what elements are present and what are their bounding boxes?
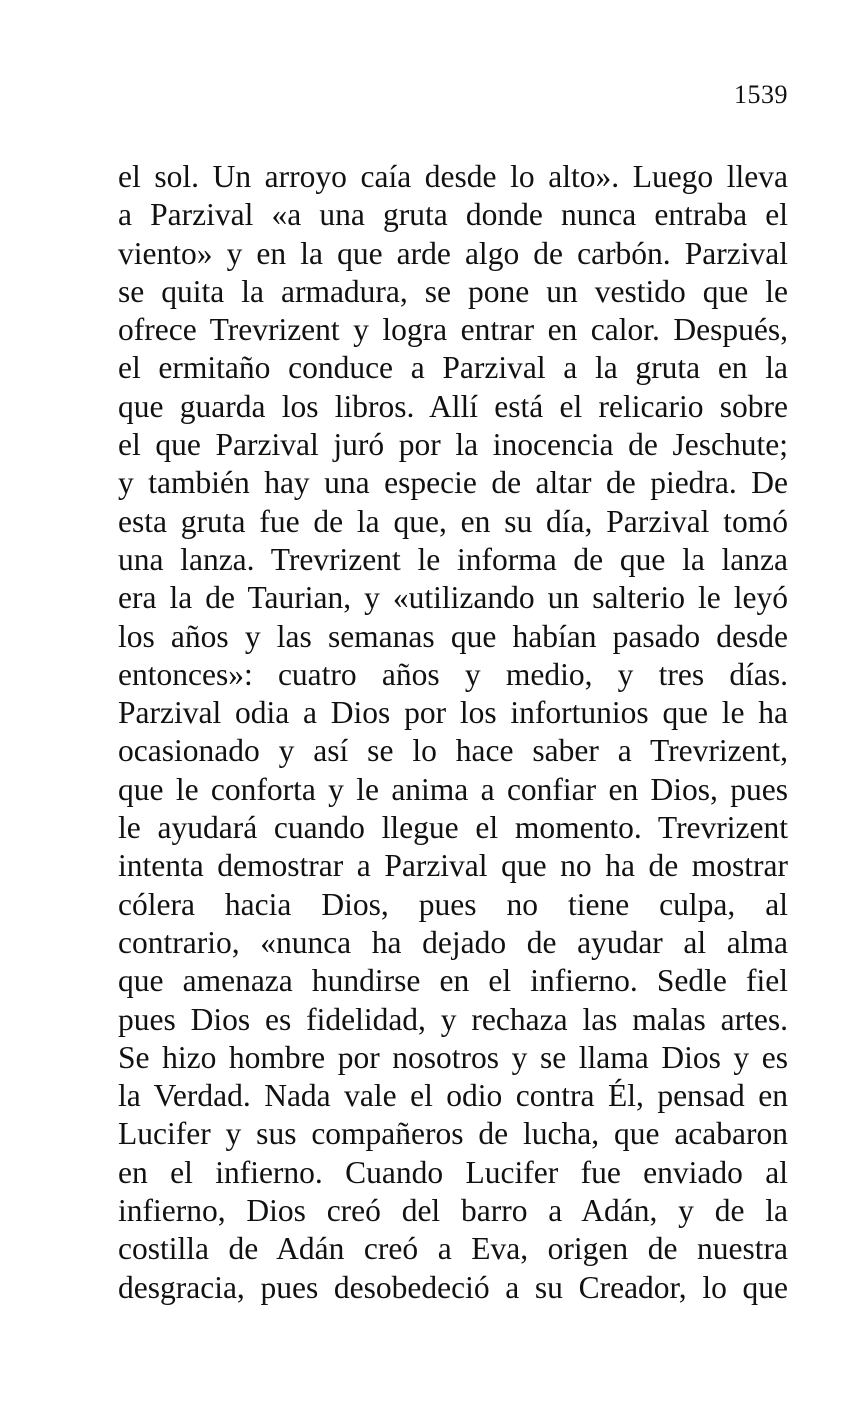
text-line: Parzival odia a Dios por los infortunios que le ha bbox=[118, 695, 788, 731]
text-line: Lucifer y sus compañeros de lucha, que acabaron bbox=[118, 1116, 788, 1152]
text-line: Se hizo hombre por nosotros y se llama Dios y es bbox=[118, 1039, 788, 1075]
text-line: en el infierno. Cuando Lucifer fue enviado al bbox=[118, 1154, 788, 1190]
text-line: costilla de Adán creó a Eva, origen de nuestra bbox=[118, 1231, 788, 1267]
text-line: esta gruta fue de la que, en su día, Parzival tomó bbox=[118, 503, 788, 539]
text-line: desgracia, pues desobedeció a su Creador, lo que bbox=[118, 1269, 788, 1305]
text-line: pues Dios es fidelidad, y rechaza las malas artes. bbox=[118, 1001, 788, 1037]
text-line: que guarda los libros. Allí está el relicario sobre bbox=[118, 388, 788, 424]
text-line: el sol. Un arroyo caía desde lo alto». Luego lleva bbox=[118, 159, 788, 194]
text-line: intenta demostrar a Parzival que no ha de mostrar bbox=[118, 848, 788, 884]
page-number: 1539 bbox=[734, 80, 788, 109]
text-line: a Parzival «a una gruta donde nunca entraba el bbox=[118, 197, 788, 233]
text-line: contrario, «nunca ha dejado de ayudar al alma bbox=[118, 924, 788, 960]
text-line: infierno, Dios creó del barro a Adán, y de la bbox=[118, 1193, 788, 1229]
text-line: los años y las semanas que habían pasado desde bbox=[118, 618, 788, 654]
text-line: el que Parzival juró por la inocencia de Jeschute; bbox=[118, 427, 788, 463]
text-line: ocasionado y así se lo hace saber a Trevrizent, bbox=[118, 733, 788, 769]
text-line: ofrece Trevrizent y logra entrar en calor. Después, bbox=[118, 312, 788, 348]
text-line: que le conforta y le anima a confiar en Dios, pues bbox=[118, 771, 788, 807]
text-line: la Verdad. Nada vale el odio contra Él, pensad en bbox=[118, 1078, 788, 1114]
text-line: se quita la armadura, se pone un vestido que le bbox=[118, 273, 788, 309]
text-line: que amenaza hundirse en el infierno. Sedle fiel bbox=[118, 963, 788, 999]
text-line: era la de Taurian, y «utilizando un salterio le leyó bbox=[118, 580, 788, 616]
text-line: el ermitaño conduce a Parzival a la gruta en la bbox=[118, 350, 788, 386]
text-line: y también hay una especie de altar de piedra. De bbox=[118, 465, 788, 501]
text-line: cólera hacia Dios, pues no tiene culpa, al bbox=[118, 886, 788, 922]
text-line: una lanza. Trevrizent le informa de que la lanza bbox=[118, 541, 788, 577]
body-text bbox=[118, 158, 788, 1307]
text-line: viento» y en la que arde algo de carbón. Parzival bbox=[118, 235, 788, 271]
text-line: entonces»: cuatro años y medio, y tres días. bbox=[118, 656, 788, 692]
text-line: le ayudará cuando llegue el momento. Trevrizent bbox=[118, 810, 788, 846]
